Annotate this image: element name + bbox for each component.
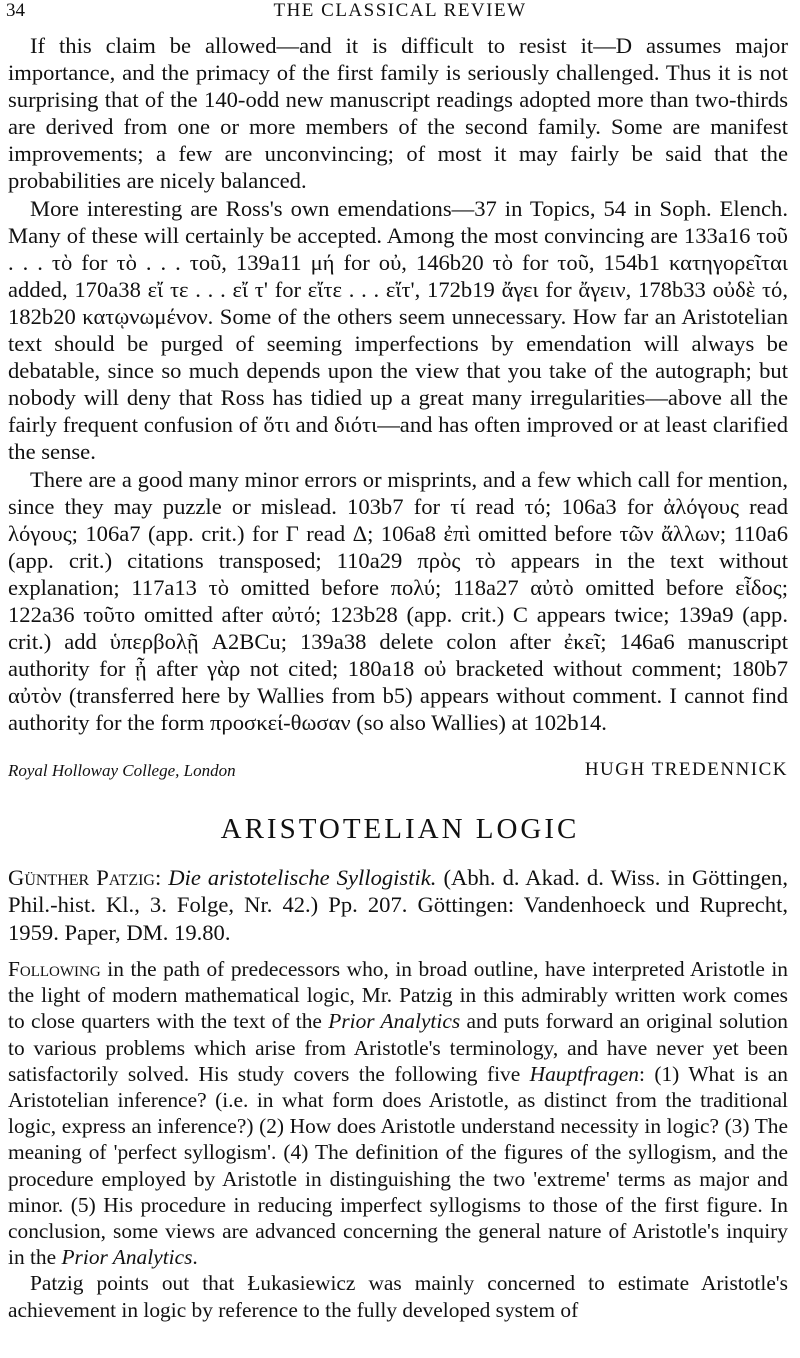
review-text-c: : (1) What is an Aristotelian inference? (i.e. in what form does Aristotle, as distinct from the traditional logic, express an inference?) (2) How does Aristotle understand necessity in logic? (3) The meaning of 'perfect syllogism'. (4) The definition of the figures of the syllogism, and the procedure employed by Aristotle in distinguishing the two 'extreme' terms as major and minor. (5) His procedure in reducing imperfect syllogisms to those of the first figure. In conclusion, some views are advanced concerning the general nature of Aristotle's inquiry in the [8,1061,788,1270]
review-continuation [8,32,788,736]
review-text-end: . [192,1245,198,1270]
review-signature [8,759,788,783]
work-title-1: Prior Analytics [328,1009,461,1034]
reviewer-name: HUGH TREDENNICK [584,759,788,780]
body-paragraph-3: There are a good many minor errors or misprints, and a few which call for mention, since they may puzzle or mislead. 103b7 for τί read τό; 106a3 for ἀλόγους read λόγους; 106a7 (app. crit.) for Γ read Δ; 106a8 ἐπὶ omitted before τῶν ἄλλων; 110a6 (app. crit.) citations transposed; 110a29 πρὸς τὸ appears in the text without explanation; 117a13 τὸ omitted before πολύ; 118a27 αὐτὸ omitted before εἶδος; 122a36 τοῦτο omitted after αὐτό; 123b28 (app. crit.) C appears twice; 139a9 (app. crit.) add ὑπερβολῇ A2BCu; 139a38 delete colon after ἐκεῖ; 146a6 manuscript authority for ᾖ after γὰρ not cited; 180a18 οὐ bracketed without comment; 180b7 αὐτὸν (transferred here by Wallies from b5) appears without comment. I cannot find authority for the form προσκεί-θωσαν (so also Wallies) at 102b14. [8,466,788,736]
running-head: THE CLASSICAL REVIEW [273,0,527,21]
term-hauptfragen: Hauptfragen [529,1061,639,1086]
reviewer-institution: Royal Holloway College, London [8,761,236,780]
body-paragraph-1: If this claim be allowed—and it is difficult to resist it—D assumes major importance, and the primacy of the first family is seriously challenged. Thus it is not surprising that of the 140-odd new manuscript readings adopted more than two-thirds are derived from one or more members of the second family. Some are manifest improvements; a few are unconvincing; of most it may fairly be said that the probabilities are nicely balanced. [8,33,788,194]
review-lead-word: Following [8,957,101,981]
new-review-text [8,956,788,1323]
review-text-b: and puts forward an original solution to various problems which arise from Aristotle's terminology, and have never yet been satisfactorily solved. His study covers the following five [8,1009,788,1086]
review-paragraph-1 [8,956,788,1270]
body-paragraph-2: More interesting are Ross's own emendations—37 in Topics, 54 in Soph. Elench. Many of these will certainly be accepted. Among the most convincing are 133a16 τοῦ . . . τὸ for τὸ . . . τοῦ, 139a11 μή for οὐ, 146b20 τὸ for τοῦ, 154b1 κατηγορεῖται added, 170a38 εἴ τε . . . εἴ τ' for εἴτε . . . εἴτ', 172b19 ἄγει for ἄγειν, 178b33 οὐδὲ τό, 182b20 κατῳνωμένον. Some of the others seem unnecessary. How far an Aristotelian text should be purged of seeming imperfections by emendation will always be debatable, since so much depends upon the view that you take of the autograph; but nobody will deny that Ross has tidied up a great many irregularities—above all the fairly frequent confusion of ὅτι and διότι—and has often improved or at least clarified the sense. [8,195,788,465]
book-details: (Abh. d. Akad. d. Wiss. in Göttingen, Phil.-hist. Kl., 3. Folge, Nr. 42.) Pp. 207. Göttingen: Vandenhoeck und Ruprecht, 1959. Paper, DM. 19.80. [8,865,788,945]
book-reference: Günther Patzig: Die aristotelische Syllogistik. (Abh. d. Akad. d. Wiss. in Göttingen, Phil.-hist. Kl., 3. Folge, Nr. 42.) Pp. 207. Göttingen: Vandenhoeck und Ruprecht, 1959. Paper, DM. 19.80. [8,865,788,945]
review-paragraph-2: Patzig points out that Łukasiewicz was mainly concerned to estimate Aristotle's achievement in logic by reference to the fully developed system of [8,1271,788,1322]
page-number: 34 [6,0,25,21]
review-text-a: in the path of predecessors who, in broad outline, have interpreted Aristotle in the light of modern mathematical logic, Mr. Patzig in this admirably written work comes to close quarters with the text of the [8,957,788,1034]
page-header [6,0,794,26]
book-title: Die aristotelische Syllogistik. [168,865,437,890]
work-title-2: Prior Analytics [61,1245,193,1270]
section-title: ARISTOTELIAN LOGIC [220,813,580,845]
book-author: Günther Patzig [8,865,155,890]
